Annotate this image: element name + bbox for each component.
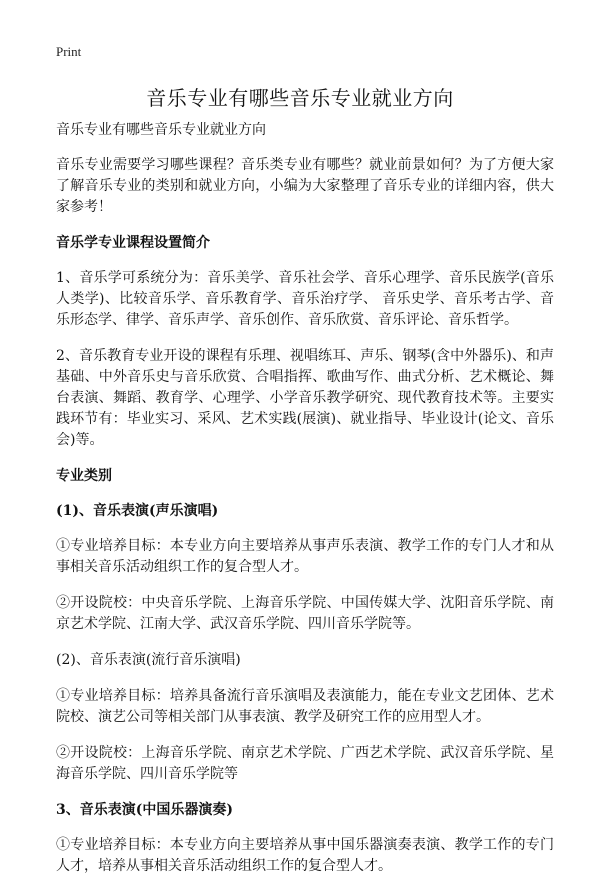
category-heading-vocal: (1)、音乐表演(声乐演唱) <box>56 503 219 519</box>
page-title: 音乐专业有哪些音乐专业就业方向 <box>146 86 454 110</box>
category-vocal-goal: ①专业培养目标：本专业方向主要培养从事声乐表演、教学工作的专门人才和从事相关音乐活动组织工作的复合型人才。 <box>56 538 554 575</box>
curriculum-paragraph-1: 1、音乐学可系统分为：音乐美学、音乐社会学、音乐心理学、音乐民族学(音乐人类学)、比较音乐学、音乐教育学、音乐治疗学、 音乐史学、音乐考古学、音乐形态学、律学、音乐声学、音乐创作、音乐欣赏、音乐评论、音乐哲学。 <box>56 270 554 328</box>
article-subtitle: 音乐专业有哪些音乐专业就业方向 <box>56 122 266 138</box>
category-heading-chinese-instruments: 3、音乐表演(中国乐器演奏) <box>56 802 233 818</box>
category-vocal-schools: ②开设院校：中央音乐学院、上海音乐学院、中国传媒大学、沈阳音乐学院、南京艺术学院、江南大学、武汉音乐学院、四川音乐学院等。 <box>56 595 554 632</box>
article-body <box>56 120 554 892</box>
intro-paragraph: 音乐专业需要学习哪些课程？音乐类专业有哪些？就业前景如何？为了方便大家了解音乐专业的类别和就业方向，小编为大家整理了音乐专业的详细内容，供大家参考！ <box>56 157 554 215</box>
category-chinese-instruments-goal: ①专业培养目标：本专业方向主要培养从事中国乐器演奏表演、教学工作的专门人才，培养从事相关音乐活动组织工作的复合型人才。 <box>56 837 554 874</box>
print-link[interactable]: Print <box>56 44 82 59</box>
category-pop-goal: ①专业培养目标：培养具备流行音乐演唱及表演能力，能在专业文艺团体、艺术院校、演艺公司等相关部门从事表演、教学及研究工作的应用型人才。 <box>56 688 554 725</box>
category-heading-pop: (2)、音乐表演(流行音乐演唱) <box>56 652 241 668</box>
section-heading-curriculum: 音乐学专业课程设置简介 <box>56 235 210 251</box>
curriculum-paragraph-2: 2、音乐教育专业开设的课程有乐理、视唱练耳、声乐、钢琴(含中外器乐)、和声基础、中外音乐史与音乐欣赏、合唱指挥、歌曲写作、曲式分析、艺术概论、舞台表演、舞蹈、教育学、心理学、小学音乐教学研究、现代教育技术等。主要实践环节有：毕业实习、采风、艺术实践(展演)、就业指导、毕业设计(论文、音乐会)等。 <box>56 348 554 448</box>
section-heading-categories: 专业类别 <box>56 468 112 484</box>
category-pop-schools: ②开设院校：上海音乐学院、南京艺术学院、广西艺术学院、武汉音乐学院、星海音乐学院、四川音乐学院等 <box>56 745 554 782</box>
